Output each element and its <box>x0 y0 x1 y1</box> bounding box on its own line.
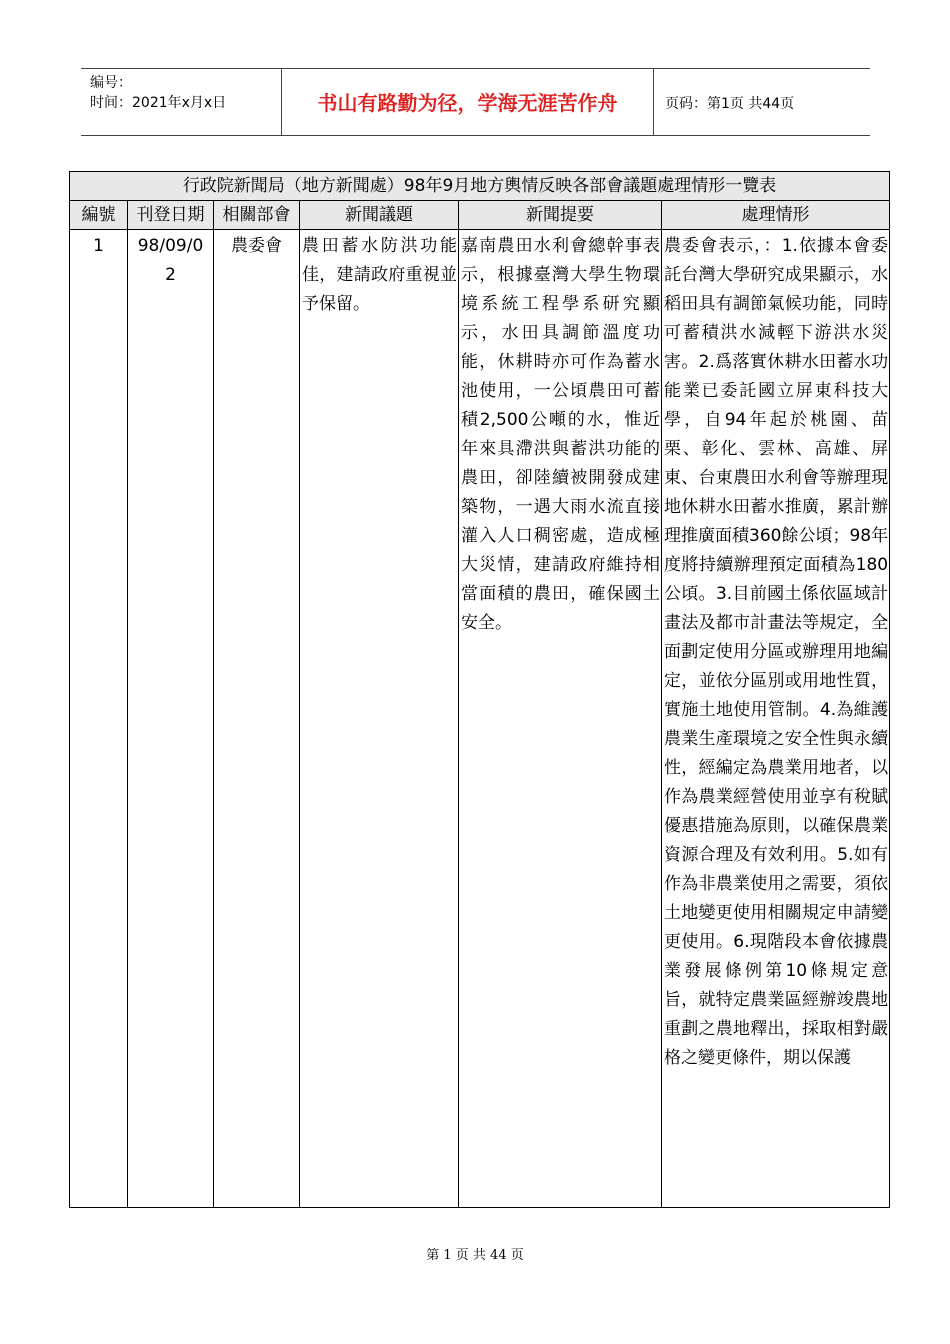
column-header-handling: 處理情形 <box>662 201 890 230</box>
serial-label: 编号： <box>90 75 132 91</box>
table-header-row <box>70 201 890 230</box>
time-label: 时间：2021年x月x日 <box>90 95 227 111</box>
page-footer: 第 1 页 共 44 页 <box>426 1248 524 1263</box>
cell-date: 98/09/02 <box>128 230 214 1208</box>
table-title: 行政院新聞局（地方新聞處）98年9月地方輿情反映各部會議題處理情形一覽表 <box>70 172 890 201</box>
table-row <box>70 230 890 1208</box>
column-header-date: 刊登日期 <box>128 201 214 230</box>
issue-table <box>69 171 890 1208</box>
document-header <box>81 68 870 136</box>
header-page-label: 页码：第1页 共44页 <box>665 96 795 112</box>
header-meta <box>90 73 226 113</box>
column-header-number: 編號 <box>70 201 128 230</box>
column-header-department: 相關部會 <box>214 201 300 230</box>
column-header-topic: 新聞議題 <box>300 201 459 230</box>
cell-number: 1 <box>70 230 128 1208</box>
cell-department: 農委會 <box>214 230 300 1208</box>
cell-summary: 嘉南農田水利會總幹事表示，根據臺灣大學生物環境系統工程學系研究顯示，水田具調節溫度功能，休耕時亦可作為蓄水池使用，一公頃農田可蓄積2,500公噸的水，惟近年來具滯洪與蓄洪功能的農田，卻陸續被開發成建築物，一遇大雨水流直接灌入人口稠密處，造成極大災情，建請政府維持相當面積的農田，確保國土安全。 <box>459 230 662 1208</box>
table-title-row <box>70 172 890 201</box>
cell-handling: 農委會表示，：1.依據本會委託台灣大學研究成果顯示，水稻田具有調節氣候功能，同時可蓄積洪水減輕下游洪水災害。2.爲落實休耕水田蓄水功能業已委託國立屏東科技大學，自94年起於桃園、苗栗、彰化、雲林、高雄、屏東、台東農田水利會等辦理現地休耕水田蓄水推廣，累計辦理推廣面積360餘公頃；98年度將持續辦理預定面積為180公頃。3.目前國土係依區域計畫法及都市計畫法等規定，全面劃定使用分區或辦理用地編定，並依分區別或用地性質，實施土地使用管制。4.為維護農業生產環境之安全性與永續性，經編定為農業用地者，以作為農業經營使用並享有稅賦優惠措施為原則，以確保農業資源合理及有效利用。5.如有作為非農業使用之需要，須依土地變更使用相關規定申請變更使用。6.現階段本會依據農業發展條例第10條規定意旨，就特定農業區經辦竣農地重劃之農地釋出，採取相對嚴格之變更條件，期以保護 <box>662 230 890 1208</box>
cell-topic: 農田蓄水防洪功能佳，建請政府重視並予保留。 <box>300 230 459 1208</box>
column-header-summary: 新聞提要 <box>459 201 662 230</box>
header-divider <box>653 69 654 135</box>
header-motto: 书山有路勤为径，学海无涯苦作舟 <box>317 91 618 115</box>
